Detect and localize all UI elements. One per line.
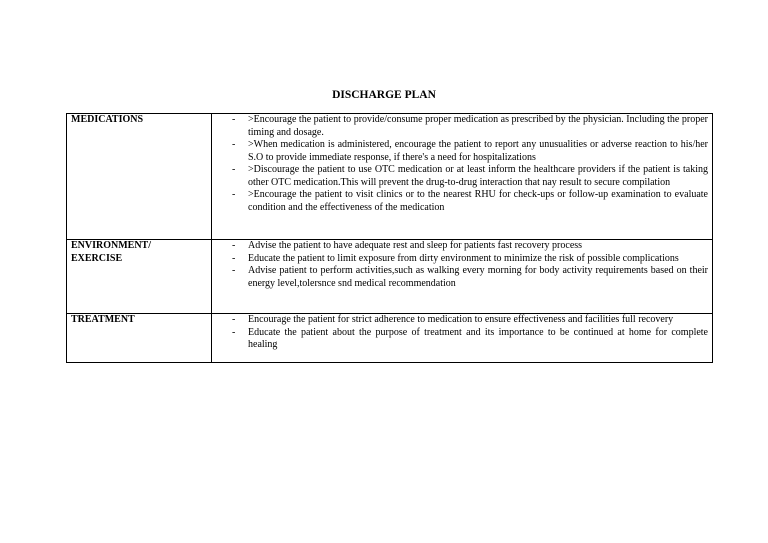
table-row xyxy=(67,240,713,314)
list-item: - Encourage the patient for strict adherence to medication to ensure effectiveness and facilities full recovery xyxy=(212,314,708,327)
row-label-medications: MEDICATIONS xyxy=(67,114,212,240)
row-label-environment-exercise xyxy=(67,240,212,314)
page-title: DISCHARGE PLAN xyxy=(332,89,436,101)
list-item: - >Encourage the patient to visit clinics or to the nearest RHU for check-ups or follow-up examination to evaluate condition and the effectiveness of the medication xyxy=(212,189,708,214)
discharge-plan-table xyxy=(66,113,713,363)
table-row xyxy=(67,114,713,240)
list-item: - Advise the patient to have adequate rest and sleep for patients fast recovery process xyxy=(212,240,708,253)
row-content-medications xyxy=(212,114,713,240)
list-item: - Advise patient to perform activities,such as walking every morning for body activity requirements based on their energy level,tolersnce snd medical recommendation xyxy=(212,265,708,290)
bullet-list xyxy=(212,114,708,214)
list-item: - Educate the patient to limit exposure from dirty environment to minimize the risk of possible complications xyxy=(212,253,708,266)
table-row xyxy=(67,314,713,363)
row-label-treatment: TREATMENT xyxy=(67,314,212,363)
label-line: EXERCISE xyxy=(71,252,123,264)
label-line: ENVIRONMENT/ xyxy=(71,240,152,251)
bullet-list xyxy=(212,240,708,290)
bullet-list xyxy=(212,314,708,352)
list-item: - Educate the patient about the purpose of treatment and its importance to be continued at home for complete healing xyxy=(212,327,708,352)
list-item: - >Discourage the patient to use OTC medication or at least inform the healthcare providers if the patient is taking other OTC medication.This will prevent the drug-to-drug interaction that nay result to secure compilation xyxy=(212,164,708,189)
list-item: - >When medication is administered, encourage the patient to report any unusualities or adverse reaction to his/her S.O to provide immediate response, if there's a need for hospitalizations xyxy=(212,139,708,164)
row-content-environment-exercise xyxy=(212,240,713,314)
row-content-treatment xyxy=(212,314,713,363)
list-item: - >Encourage the patient to provide/consume proper medication as prescribed by the physician. Including the proper timing and dosage. xyxy=(212,114,708,139)
